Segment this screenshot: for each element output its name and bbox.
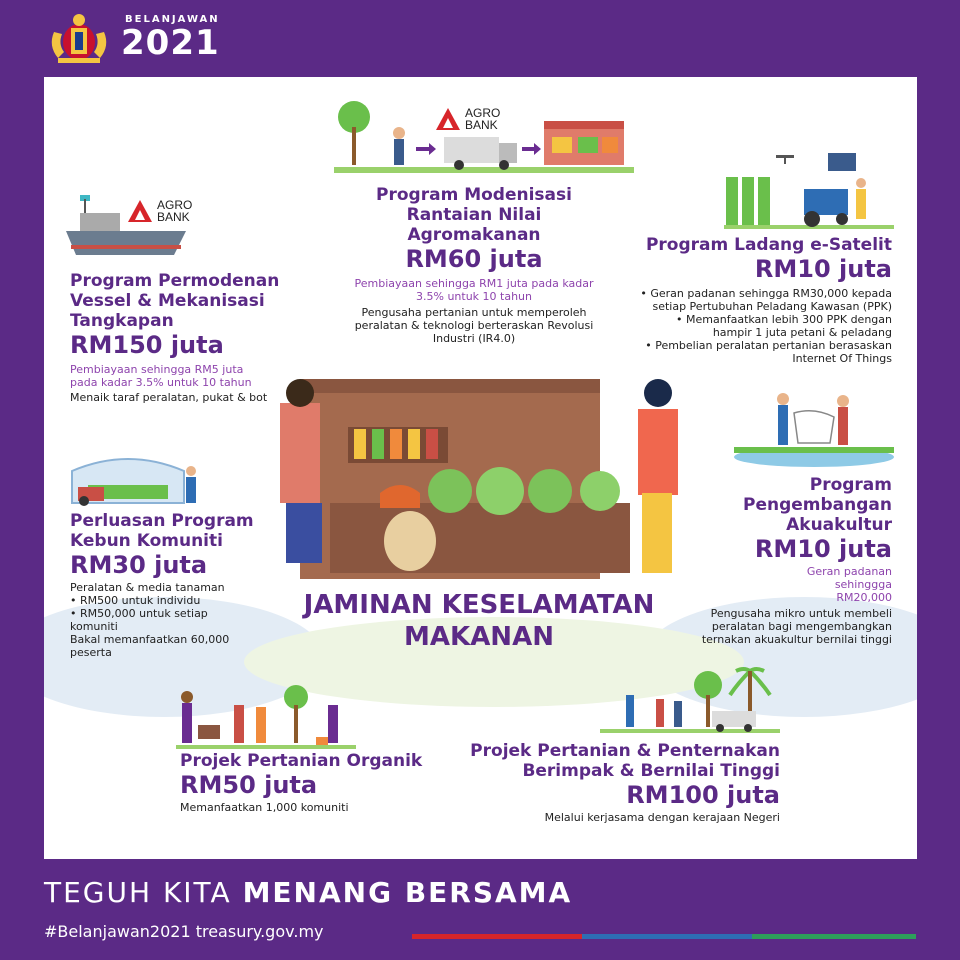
program-description: Pengusaha pertanian untuk memperoleh peralatan & teknologi berteraskan Revolusi Industri (IR4.0) xyxy=(354,306,594,345)
program-amount: RM10 juta xyxy=(754,535,892,563)
program-berimpak xyxy=(464,741,780,824)
program-bullet: • Geran padanan sehingga RM30,000 kepada setiap Pertubuhan Peladang Kawasan (PPK) xyxy=(640,287,892,313)
program-title: Projek Pertanian & Penternakan Berimpak & Bernilai Tinggi xyxy=(470,741,780,781)
agrobank-line1: AGRO xyxy=(157,198,193,212)
program-title: Program Modenisasi Rantaian Nilai Agromakanan xyxy=(376,185,572,245)
market-stall-illustration xyxy=(270,373,680,588)
program-amount: RM60 juta xyxy=(405,245,543,273)
program-line: • RM50,000 untuk setiap komuniti xyxy=(70,607,208,633)
program-description: Pengusaha mikro untuk membeli peralatan bagi mengembangkan ternakan akuakultur bernilai tinggi xyxy=(701,607,892,646)
program-amount: RM50 juta xyxy=(180,771,318,799)
program-bullet: • Pembelian peralatan pertanian berasaskan Internet Of Things xyxy=(645,339,892,365)
program-kebun xyxy=(70,511,270,659)
program-subtext: Pembiayaan sehingga RM1 juta pada kadar 3.5% untuk 10 tahun xyxy=(354,277,594,303)
program-subtext: Geran padanan sehinggga RM20,000 xyxy=(806,565,892,604)
program-amount: RM30 juta xyxy=(70,551,208,579)
program-akuakultur xyxy=(684,475,892,646)
program-title: Program Permodenan Vessel & Mekanisasi Tangkapan xyxy=(70,271,280,331)
program-line: Peralatan & media tanaman xyxy=(70,581,225,594)
footer-bar-green xyxy=(752,934,916,939)
agrobank-logo xyxy=(436,107,500,131)
program-vessel xyxy=(70,271,300,404)
program-line: Bakal memanfaatkan 60,000 peserta xyxy=(70,633,230,659)
agrobank-line2: BANK xyxy=(465,118,498,132)
program-title: Perluasan Program Kebun Komuniti xyxy=(70,511,254,551)
program-title: Projek Pertanian Organik xyxy=(180,751,423,771)
footer-bar-blue xyxy=(582,934,752,939)
footer-slogan xyxy=(44,876,572,910)
agrobank-mark-icon xyxy=(436,108,460,130)
program-modenisasi xyxy=(354,185,594,345)
program-line: • RM500 untuk individu xyxy=(70,594,201,607)
agrobank-mark-icon xyxy=(128,200,152,222)
program-amount: RM10 juta xyxy=(754,255,892,283)
program-description: Melalui kerjasama dengan kerajaan Negeri xyxy=(544,811,780,824)
program-title: Program Pengembangan Akuakultur xyxy=(743,475,892,535)
center-title xyxy=(264,589,694,653)
greenhouse-illustration xyxy=(68,451,208,507)
coat-of-arms-icon xyxy=(44,12,114,66)
program-amount: RM100 juta xyxy=(626,781,780,809)
program-description: Menaik taraf peralatan, pukat & bot xyxy=(70,391,268,404)
footer-bar-red xyxy=(412,934,582,939)
program-organik xyxy=(180,751,440,814)
header-year: 2021 xyxy=(121,23,220,63)
center-title-line2: MAKANAN xyxy=(404,622,554,652)
program-bullet: • Memanfaatkan lebih 300 PPK dengan hampir 1 juta petani & peladang xyxy=(676,313,892,339)
agrobank-line2: BANK xyxy=(157,210,190,224)
slogan-bold: MENANG BERSAMA xyxy=(242,876,573,909)
agrobank-line1: AGRO xyxy=(465,106,501,120)
program-esatelit xyxy=(634,235,892,365)
content-panel xyxy=(44,77,917,859)
program-title: Program Ladang e-Satelit xyxy=(645,235,892,255)
program-amount: RM150 juta xyxy=(70,331,224,359)
footer-hashtag: #Belanjawan2021 treasury.gov.my xyxy=(44,922,324,941)
program-subtext: Pembiayaan sehingga RM5 juta pada kadar 3.5% untuk 10 tahun xyxy=(70,363,252,389)
aquaculture-illustration xyxy=(734,387,894,467)
livestock-farm-illustration xyxy=(600,665,780,735)
header-label: BELANJAWAN xyxy=(125,14,220,25)
slogan-light: TEGUH KITA xyxy=(44,876,232,909)
program-description: Memanfaatkan 1,000 komuniti xyxy=(180,801,349,814)
agrobank-logo xyxy=(128,199,192,223)
center-title-line1: JAMINAN KESELAMATAN xyxy=(303,590,655,620)
organic-farm-illustration xyxy=(176,679,356,751)
smart-farm-illustration xyxy=(724,149,894,229)
